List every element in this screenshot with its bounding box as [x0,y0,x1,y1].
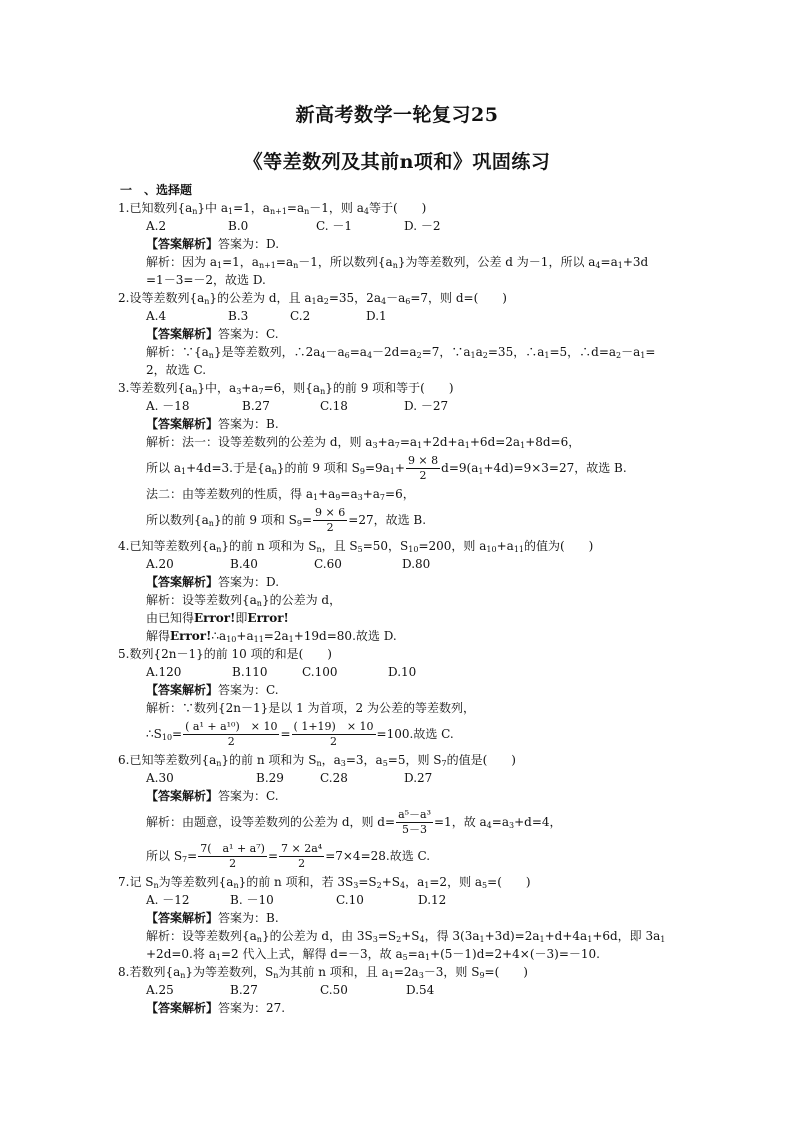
fraction: $\frac{9 \times 6}{2}$ [315,506,346,534]
question-6-stem: 6.已知等差数列$\{a_n\}$的前 n 项和为 $S_n$，$a_3=3$，$a_5=5$，则 $S_7$的值是( ) [118,753,516,768]
question-4-options: A.20 B.40 C.60 D.80 [146,557,431,571]
question-8-stem: 8.若数列$\{a_n\}$为等差数列，$S_n$为其前 n 项和，且 $a_1=2a_3-3$，则 $S_9=$( ) [118,965,528,980]
question-1-options: A.2 B.0 C. －1 D. －2 [146,219,441,233]
question-3-stem: 3.等差数列$\{a_n\}$中，$a_3+a_7=6$，则$\{a_n\}$的前 9 项和等于( ) [118,381,454,396]
question-6-answer: 【答案解析】答案为：C. [146,789,279,803]
question-2-stem: 2.设等差数列$\{a_n\}$的公差为 d，且 $a_1a_2=35$，$2a_4-a_6=7$，则 d=( ) [118,291,507,306]
question-4-explanation: 解析：设等差数列$\{a_n\}$的公差为 d， [146,593,342,608]
document-title: 新高考数学一轮复习25 [295,104,499,126]
question-5-explanation: 解析：∵数列{2n－1}是以 1 为首项，2 为公差的等差数列， [146,701,475,715]
question-1-stem: 1.已知数列$\{a_n\}$中 $a_1=1$，$a_{n+1}=a_n-1$，则 $a_4$等于( ) [118,201,427,216]
fraction: $\frac{( 1+19) \times 10}{2}$ [293,720,374,748]
question-5-answer: 【答案解析】答案为：C. [146,683,279,697]
question-3-method-1: 解析：法一：设等差数列的公差为 d，则 $a_3+a_7=a_1+2d+a_1+6d=2a_1+8d=6$， [146,435,581,450]
question-6-explanation-2: 所以 $S_7=$ $\frac{\text{7( a¹ + a⁷)}}{2}$ = $\frac{\text{7 × 2a⁴}}{2}$ =7×4=28.故选 C. [146,842,431,870]
question-2-explanation: 解析：$\because\{a_n\}$是等差数列，$\therefore 2a_4-a_6=a_4-2d=a_2=7$，$\because a_1a_2=35$，$\therefore a_1=5$，$\therefore d=a_2-a_1=$ [146,345,656,360]
question-1-explanation-cont: =1－3=－2，故选 D. [146,273,266,287]
question-5-stem: 5.数列{2n－1}的前 10 项的和是( ) [118,647,332,661]
question-6-options: A.30 B.29 C.28 D.27 [146,771,433,785]
section-heading: 一 、选择题 [120,183,193,197]
question-4-stem: 4.已知等差数列$\{a_n\}$的前 n 项和为 $S_n$，且 $S_5=50$，$S_{10}=200$，则 $a_{10}+a_{11}$的值为( ) [118,539,594,554]
question-1-answer: 【答案解析】答案为：D. [146,237,280,251]
question-7-answer: 【答案解析】答案为：B. [146,911,279,925]
question-4-answer: 【答案解析】答案为：D. [146,575,280,589]
question-7-options: A. －12 B. －10 C.10 D.12 [146,893,447,907]
question-3-answer: 【答案解析】答案为：B. [146,417,279,431]
question-1-explanation: 解析：因为 $a_1=1$，$a_{n+1}=a_n-1$，所以数列$\{a_n\}$为等差数列，公差 d 为－1，所以 $a_4=a_1+3d$ [146,255,649,270]
fraction: $\frac{\text{7( a¹ + a⁷)}}{2}$ [200,842,265,870]
question-2-options: A.4 B.3 C.2 D.1 [146,309,387,323]
fraction: $\frac{\text{a⁵－a³}}{5-3}$ [398,808,431,836]
fraction: $\frac{\text{7 × 2a⁴}}{2}$ [281,842,323,870]
question-3-method-2-cont: 所以数列$\{a_n\}$的前 9 项和 $S_9=$ $\frac{9 \times 6}{2}$ =27，故选 B. [146,506,427,534]
question-7-stem: 7.记 $S_n$为等差数列$\{a_n\}$的前 n 项和，若 $3S_3=S_2+S_4$，$a_1=2$，则 $a_5=$( ) [118,875,531,890]
fraction: $\frac{9 \times 8}{2}$ [407,454,439,482]
questions [118,199,708,1017]
question-5-explanation-2: $\therefore S_{10}=$ $\frac{\text{( a¹ + a¹⁰) × 10}}{2}$ = $\frac{( 1+19) \times 10}{2}$ =100.故选 C. [146,720,454,748]
question-2-explanation-cont: 2，故选 C. [146,363,207,377]
question-4-explanation-3: 解得$Error!\therefore a_{10}+a_{11}=2a_1+19d=80$.故选 D. [146,629,397,644]
question-5-options: A.120 B.110 C.100 D.10 [146,665,417,679]
question-4-explanation-2: 由已知得Error!即Error! [146,611,289,625]
question-8-options: A.25 B.27 C.50 D.54 [146,983,435,997]
question-7-explanation-2: +2d=0.将 $a_1=2$ 代入上式，解得 d=－3，故 $a_5=a_1+(5-1)d=2+4\times(-3)=-10$. [146,947,600,962]
question-7-explanation: 解析：设等差数列$\{a_n\}$的公差为 d，由 $3S_3=S_2+S_4$，得 $3(3a_1+3d)=2a_1+d+4a_1+6d$，即 $3a_1$ [146,929,666,944]
question-6-explanation: 解析：由题意，设等差数列的公差为 d，则 d= $\frac{\text{a⁵－a³}}{5-3}$ =1，故 $a_4=a_3+d=4$， [146,808,562,836]
question-3-method-1-cont: 所以 $a_1+4d=3$.于是$\{a_n\}$的前 9 项和 $S_9=9a_1+$ $\frac{9 \times 8}{2}$ $d=9(a_1+4d)=9\times 3=27$，故选 B. [146,454,627,482]
question-8-answer: 【答案解析】答案为：27. [146,1001,286,1015]
question-3-method-2: 法二：由等差数列的性质，得 $a_1+a_9=a_3+a_7=6$， [146,487,415,502]
question-2-answer: 【答案解析】答案为：C. [146,327,279,341]
question-3-options: A. －18 B.27 C.18 D. －27 [146,399,449,413]
document-subtitle: 《等差数列及其前n项和》巩固练习 [243,151,551,173]
fraction: $\frac{\text{( a¹ + a¹⁰) × 10}}{2}$ [185,720,278,748]
